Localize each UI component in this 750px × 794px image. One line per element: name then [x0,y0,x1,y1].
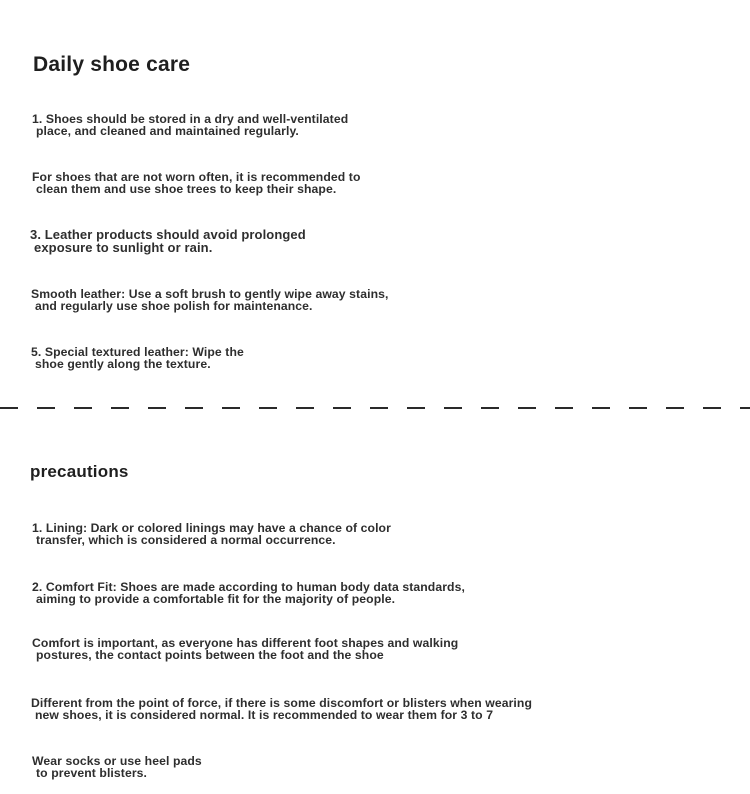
care-item-4-line-2: and regularly use shoe polish for maintenance. [35,299,313,313]
precaution-item-3 [32,637,458,661]
precaution-item-3-line-1: Comfort is important, as everyone has different foot shapes and walking [32,636,459,650]
precaution-item-1-line-1: 1. Lining: Dark or colored linings may have a chance of color [32,521,391,535]
care-item-3-line-2: exposure to sunlight or rain. [34,240,213,255]
precaution-item-2-line-1: 2. Comfort Fit: Shoes are made according to human body data standards, [32,580,465,594]
care-item-3-line-1: 3. Leather products should avoid prolonged [30,227,306,242]
care-item-2 [32,171,361,195]
care-item-5 [31,346,244,370]
precaution-item-2-line-2: aiming to provide a comfortable fit for the majority of people. [36,592,396,606]
care-item-2-line-1: For shoes that are not worn often, it is recommended to [32,170,361,184]
precaution-item-3-line-2: postures, the contact points between the foot and the shoe [36,648,384,662]
precaution-item-4-line-1: Different from the point of force, if there is some discomfort or blisters when wearing [31,696,533,710]
care-item-1 [32,113,348,137]
precaution-item-4 [31,697,532,721]
precaution-item-1-line-2: transfer, which is considered a normal occurrence. [36,533,336,547]
dashed-divider [0,407,750,409]
precaution-item-5-line-2: to prevent blisters. [36,766,148,780]
care-item-3 [30,228,306,254]
precaution-item-2 [32,581,465,605]
daily-care-title: Daily shoe care [33,53,191,76]
care-item-4-line-1: Smooth leather: Use a soft brush to gently wipe away stains, [31,287,389,301]
care-item-4 [31,288,388,312]
care-item-1-line-2: place, and cleaned and maintained regularly. [36,124,299,138]
precaution-item-5 [32,755,202,779]
precaution-item-4-line-2: new shoes, it is considered normal. It is recommended to wear them for 3 to 7 [35,708,494,722]
precaution-item-5-line-1: Wear socks or use heel pads [32,754,202,768]
care-item-5-line-1: 5. Special textured leather: Wipe the [31,345,244,359]
care-item-1-line-1: 1. Shoes should be stored in a dry and well-ventilated [32,112,349,126]
precautions-title: precautions [30,462,129,481]
precaution-item-1 [32,522,391,546]
care-item-5-line-2: shoe gently along the texture. [35,357,211,371]
care-item-2-line-2: clean them and use shoe trees to keep their shape. [36,182,337,196]
